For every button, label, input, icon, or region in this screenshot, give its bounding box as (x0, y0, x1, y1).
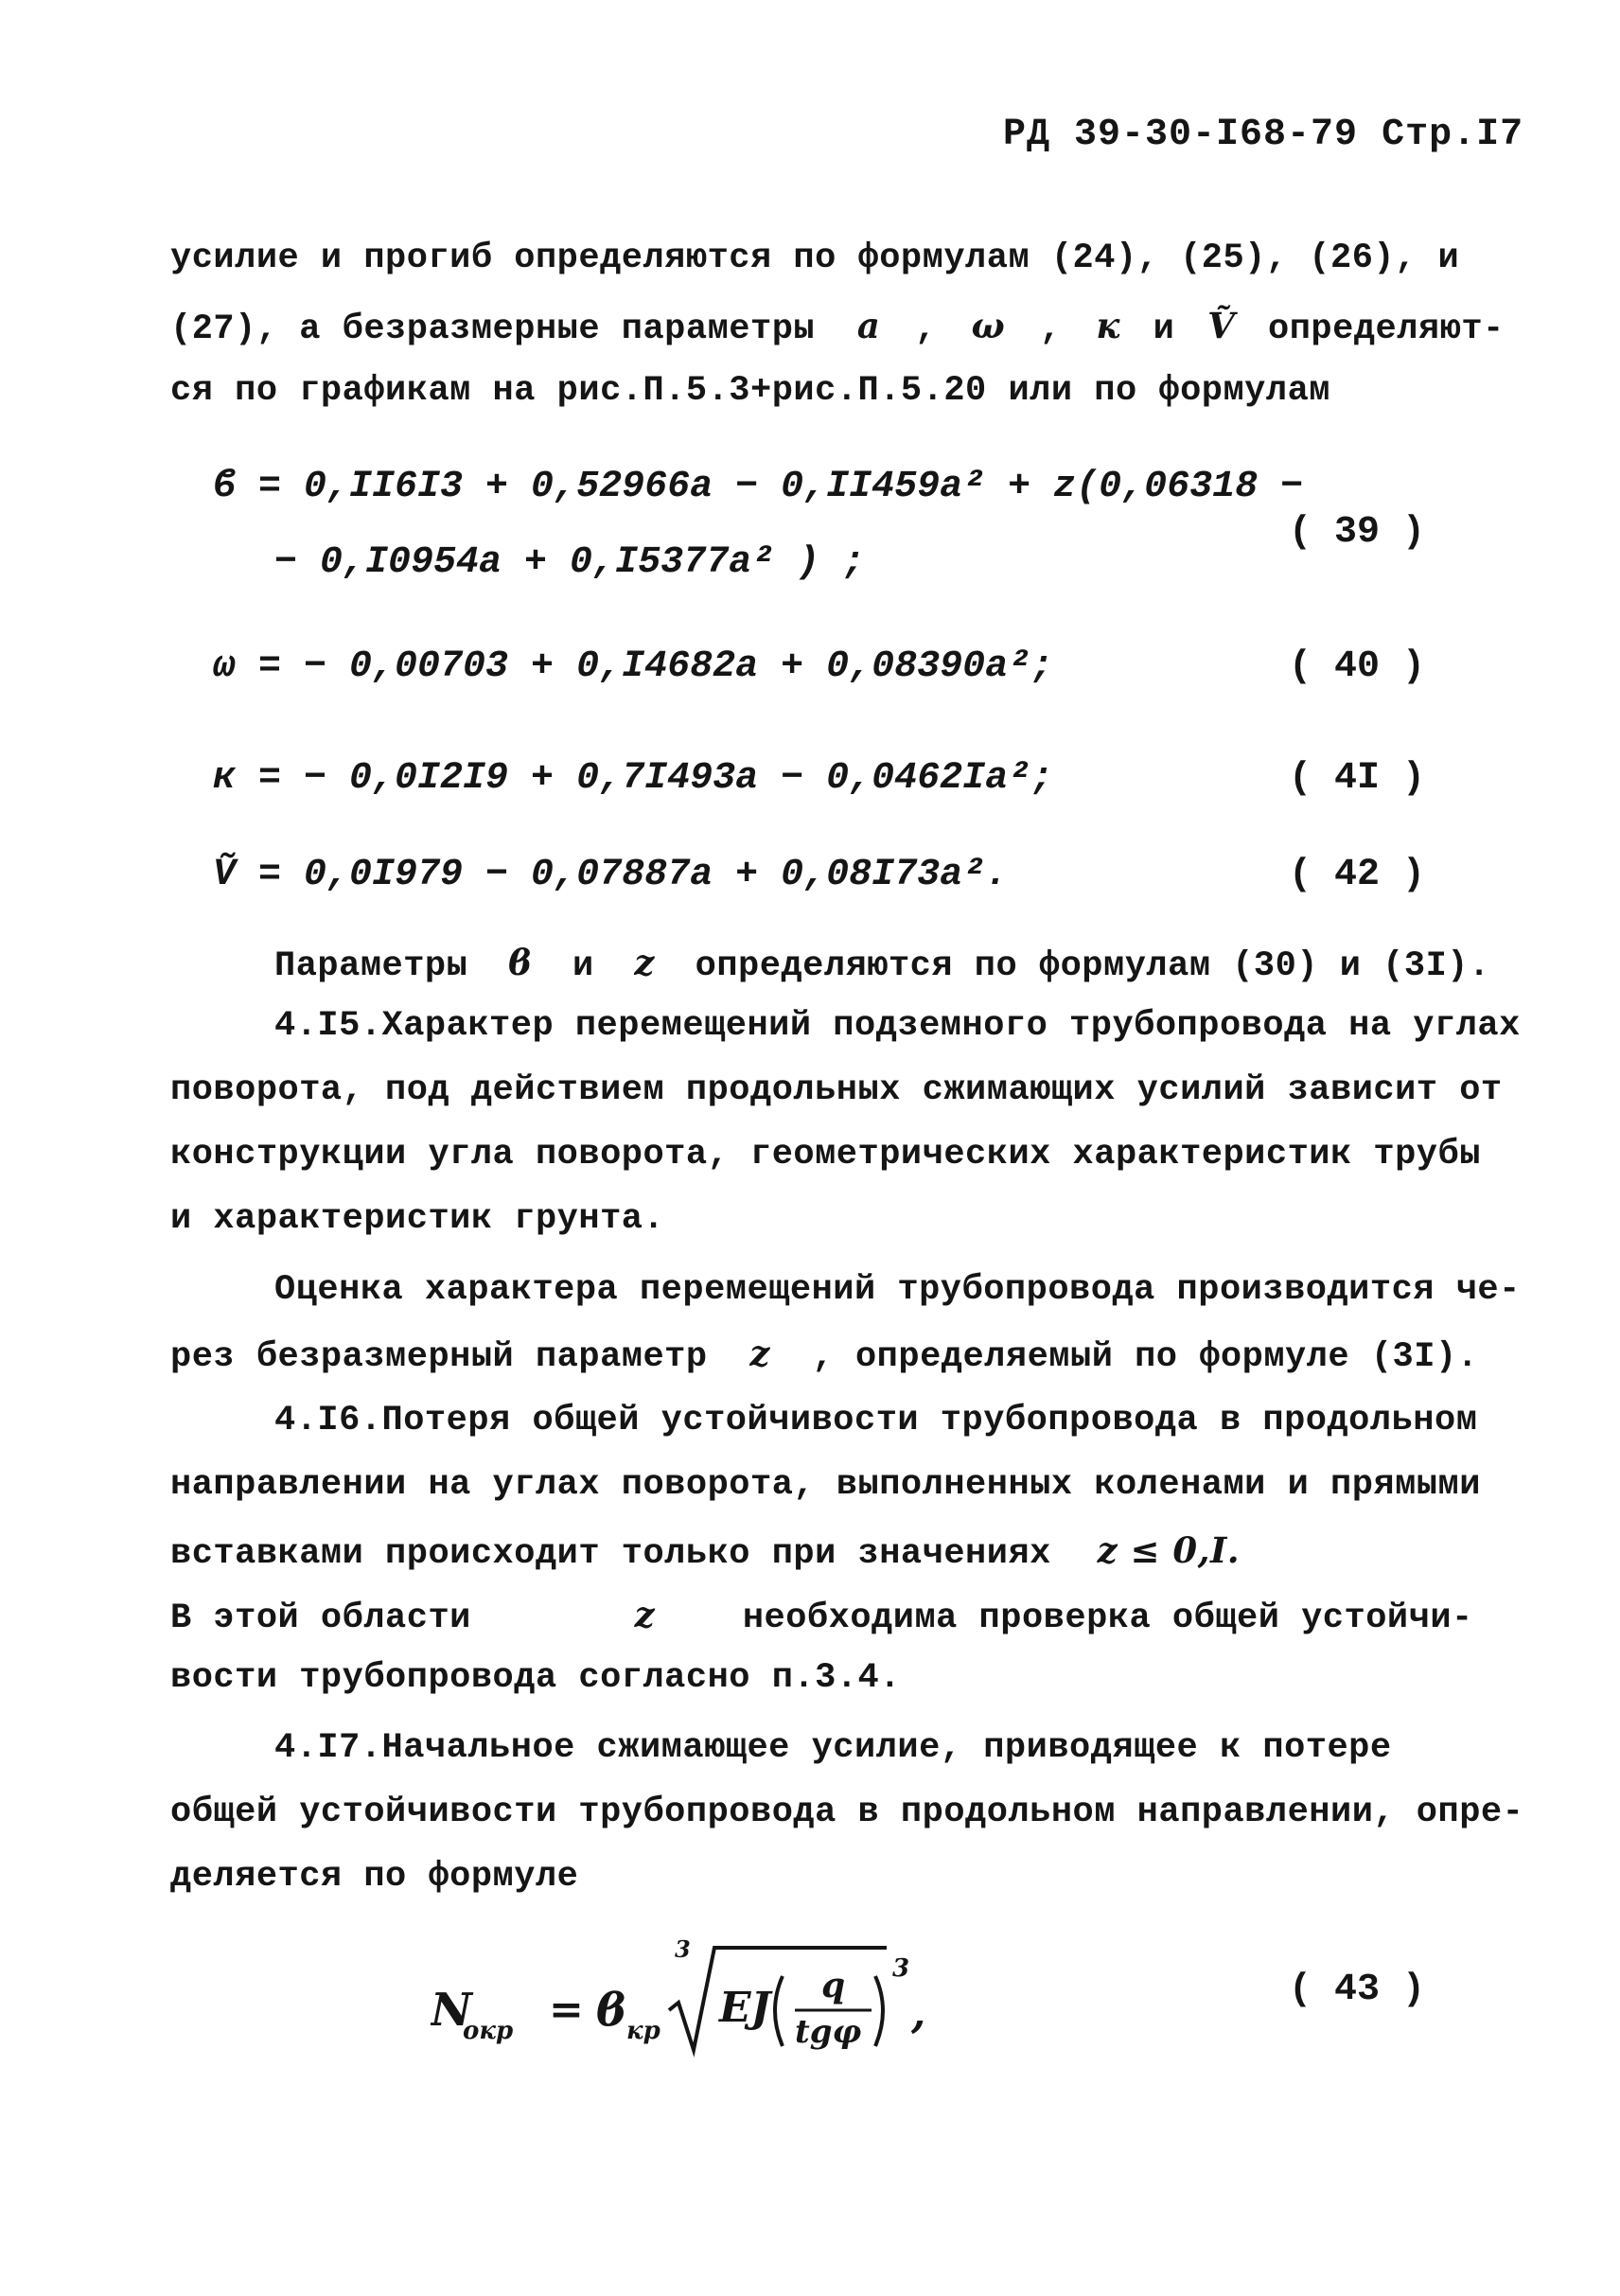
equation-43-tgphi: tgφ (795, 2013, 862, 2051)
equation-43-comma: , (911, 1989, 926, 2038)
section-4-17-line-3: деляется по формуле (170, 1857, 579, 1897)
equation-39-number: ( 39 ) (1289, 511, 1426, 554)
equation-43-EJ: EJ (719, 1984, 771, 2032)
equation-40-number: ( 40 ) (1289, 645, 1426, 688)
equation-43-power: 3 (892, 1954, 910, 1983)
evaluation-text-end: , определяемый по формуле (3I). (812, 1337, 1479, 1377)
equation-43-beta-subscript: кр (626, 2017, 660, 2045)
section-4-17-line-2: общей устойчивости трубопровода в продольном направлении, опре- (170, 1793, 1524, 1832)
equation-42-number: ( 42 ) (1289, 854, 1426, 896)
intro-line-2-end: определяют- (1268, 309, 1505, 349)
right-paren (875, 1976, 883, 2046)
params-text: Параметры (274, 946, 468, 986)
equation-43-root-index: 3 (675, 1935, 691, 1963)
and-word: и (572, 946, 594, 986)
equation-39-line-2: − 0,I0954a + 0,I5377a² ) ; (274, 541, 866, 584)
comma: , (1039, 309, 1062, 349)
equation-40: ω = − 0,00703 + 0,I4682a + 0,08390a²; (213, 645, 1054, 688)
symbol-a: a (856, 305, 881, 346)
equation-43-number: ( 43 ) (1289, 1969, 1426, 2011)
equation-43-equals: = (549, 1986, 584, 2034)
params-line (274, 942, 1490, 986)
symbol-k: к (1096, 305, 1120, 346)
symbol-beta: ϐ (508, 942, 533, 983)
section-4-16-line-5: вости трубопровода согласно п.3.4. (170, 1658, 901, 1698)
params-text-end: определяются по формулам (30) и (3I). (695, 946, 1490, 986)
intro-line-1: усилие и прогиб определяются по формулам (24), (25), (26), и (170, 238, 1460, 278)
section-4-16-line-3-text: вставками происходит только при значениях (170, 1534, 1051, 1574)
section-4-16-line-4-end: необходима проверка общей устойчи- (742, 1598, 1473, 1638)
symbol-z: z (634, 1594, 656, 1635)
section-4-16-line-4-text: В этой области (170, 1598, 471, 1638)
equation-41-number: ( 4I ) (1289, 757, 1426, 800)
equation-41: к = − 0,0I2I9 + 0,7I493a − 0,0462Ia²; (213, 757, 1054, 800)
evaluation-line-2 (170, 1333, 1478, 1377)
intro-line-2-text: (27), а безразмерные параметры (170, 309, 816, 349)
page-header: РД 39-30-I68-79 Стр.I7 (1003, 114, 1524, 156)
symbol-z: z (634, 942, 655, 983)
equation-42: Ṽ = 0,0I979 − 0,07887a + 0,08I73a². (213, 854, 1009, 896)
intro-line-2 (170, 305, 1505, 349)
equation-43-q: q (821, 1966, 846, 2005)
evaluation-text: рез безразмерный параметр (170, 1337, 708, 1377)
symbol-z: z (749, 1333, 770, 1374)
intro-line-3: ся по графикам на рис.П.5.3+рис.П.5.20 или по формулам (170, 371, 1330, 411)
section-4-17-line-1: 4.I7.Начальное сжимающее усилие, приводящее к потере (274, 1728, 1392, 1768)
section-4-16-line-3 (170, 1529, 1240, 1574)
equation-43-beta: ϐ (596, 1984, 627, 2037)
left-paren (775, 1976, 783, 2046)
section-4-16-line-4 (170, 1594, 1473, 1638)
section-4-15-line-3: конструкции угла поворота, геометрических характеристик трубы (170, 1135, 1481, 1174)
comma: , (915, 309, 937, 349)
section-4-16-line-1: 4.I6.Потеря общей устойчивости трубопровода в продольном (274, 1401, 1478, 1440)
symbol-omega: ω (971, 305, 1006, 346)
section-4-15-line-2: поворота, под действием продольных сжимающих усилий зависит от (170, 1070, 1503, 1110)
condition-z: z ≤ 0,I. (1097, 1529, 1241, 1571)
equation-39-line-1: ϐ = 0,II6I3 + 0,52966a − 0,II459a² + z(0,06318 − (213, 466, 1304, 508)
equation-43 (431, 1931, 1017, 2073)
section-4-15-line-1: 4.I5.Характер перемещений подземного трубопровода на углах (274, 1006, 1521, 1046)
and-word: и (1153, 309, 1175, 349)
symbol-v: Ṽ (1207, 305, 1236, 346)
equation-43-N: N (431, 1984, 472, 2037)
section-4-16-line-2: направлении на углах поворота, выполненных коленами и прямыми (170, 1465, 1481, 1505)
evaluation-line-1: Оценка характера перемещений трубопровода производится че- (274, 1270, 1521, 1310)
section-4-15-line-4: и характеристик грунта. (170, 1199, 665, 1239)
equation-43-N-subscript: окр (463, 2017, 514, 2045)
